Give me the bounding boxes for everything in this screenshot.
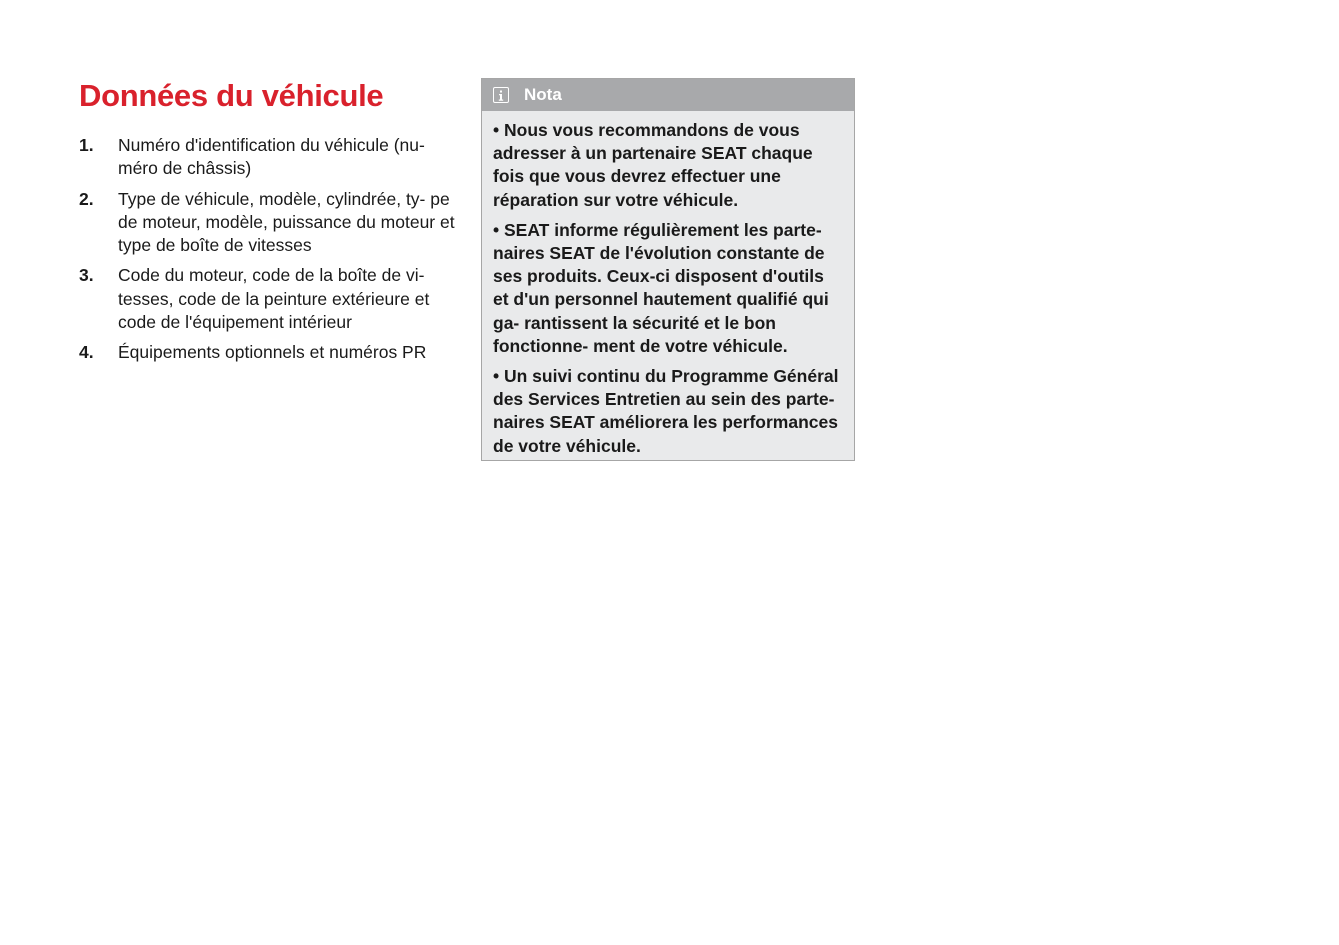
page-title: Données du véhicule [79, 78, 384, 113]
list-item [79, 134, 459, 181]
note-paragraph: • SEAT informe régulièrement les parte- naires SEAT de l'évolution constante de ses produits. Ceux-ci disposent d'outils et d'un personnel hautement qualifié qui ga- rantissent la sécurité et le bon fonctionne- ment de votre véhicule. [493, 219, 829, 356]
list-item [79, 264, 459, 334]
note-paragraph: • Un suivi continu du Programme Général des Services Entretien au sein des parte- naires SEAT améliorera les performances de votre véhicule. [493, 366, 839, 456]
note-box [481, 78, 855, 461]
info-icon [493, 87, 509, 103]
list-item [79, 188, 459, 258]
note-body [482, 111, 854, 458]
list-item-number: 1. [79, 135, 94, 155]
note-paragraph: • Nous vous recommandons de vous adresser à un partenaire SEAT chaque fois que vous devrez effectuer une réparation sur votre véhicule. [493, 120, 813, 210]
note-header [482, 79, 854, 111]
numbered-list [79, 134, 459, 372]
list-item-text: Type de véhicule, modèle, cylindrée, ty- pe de moteur, modèle, puissance du moteur et type de boîte de vitesses [118, 188, 455, 256]
list-item [79, 341, 459, 364]
list-item-number: 3. [79, 265, 94, 286]
list-item-number: 4. [79, 342, 94, 363]
list-item-number: 2. [79, 188, 94, 209]
list-item-text: Équipements optionnels et numéros PR [118, 342, 427, 363]
list-item-text: Numéro d'identification du véhicule (nu- méro de châssis) [118, 135, 425, 179]
note-title: Nota [524, 85, 562, 104]
list-item-text: Code du moteur, code de la boîte de vi- tesses, code de la peinture extérieure et code de l'équipement intérieur [118, 265, 430, 333]
